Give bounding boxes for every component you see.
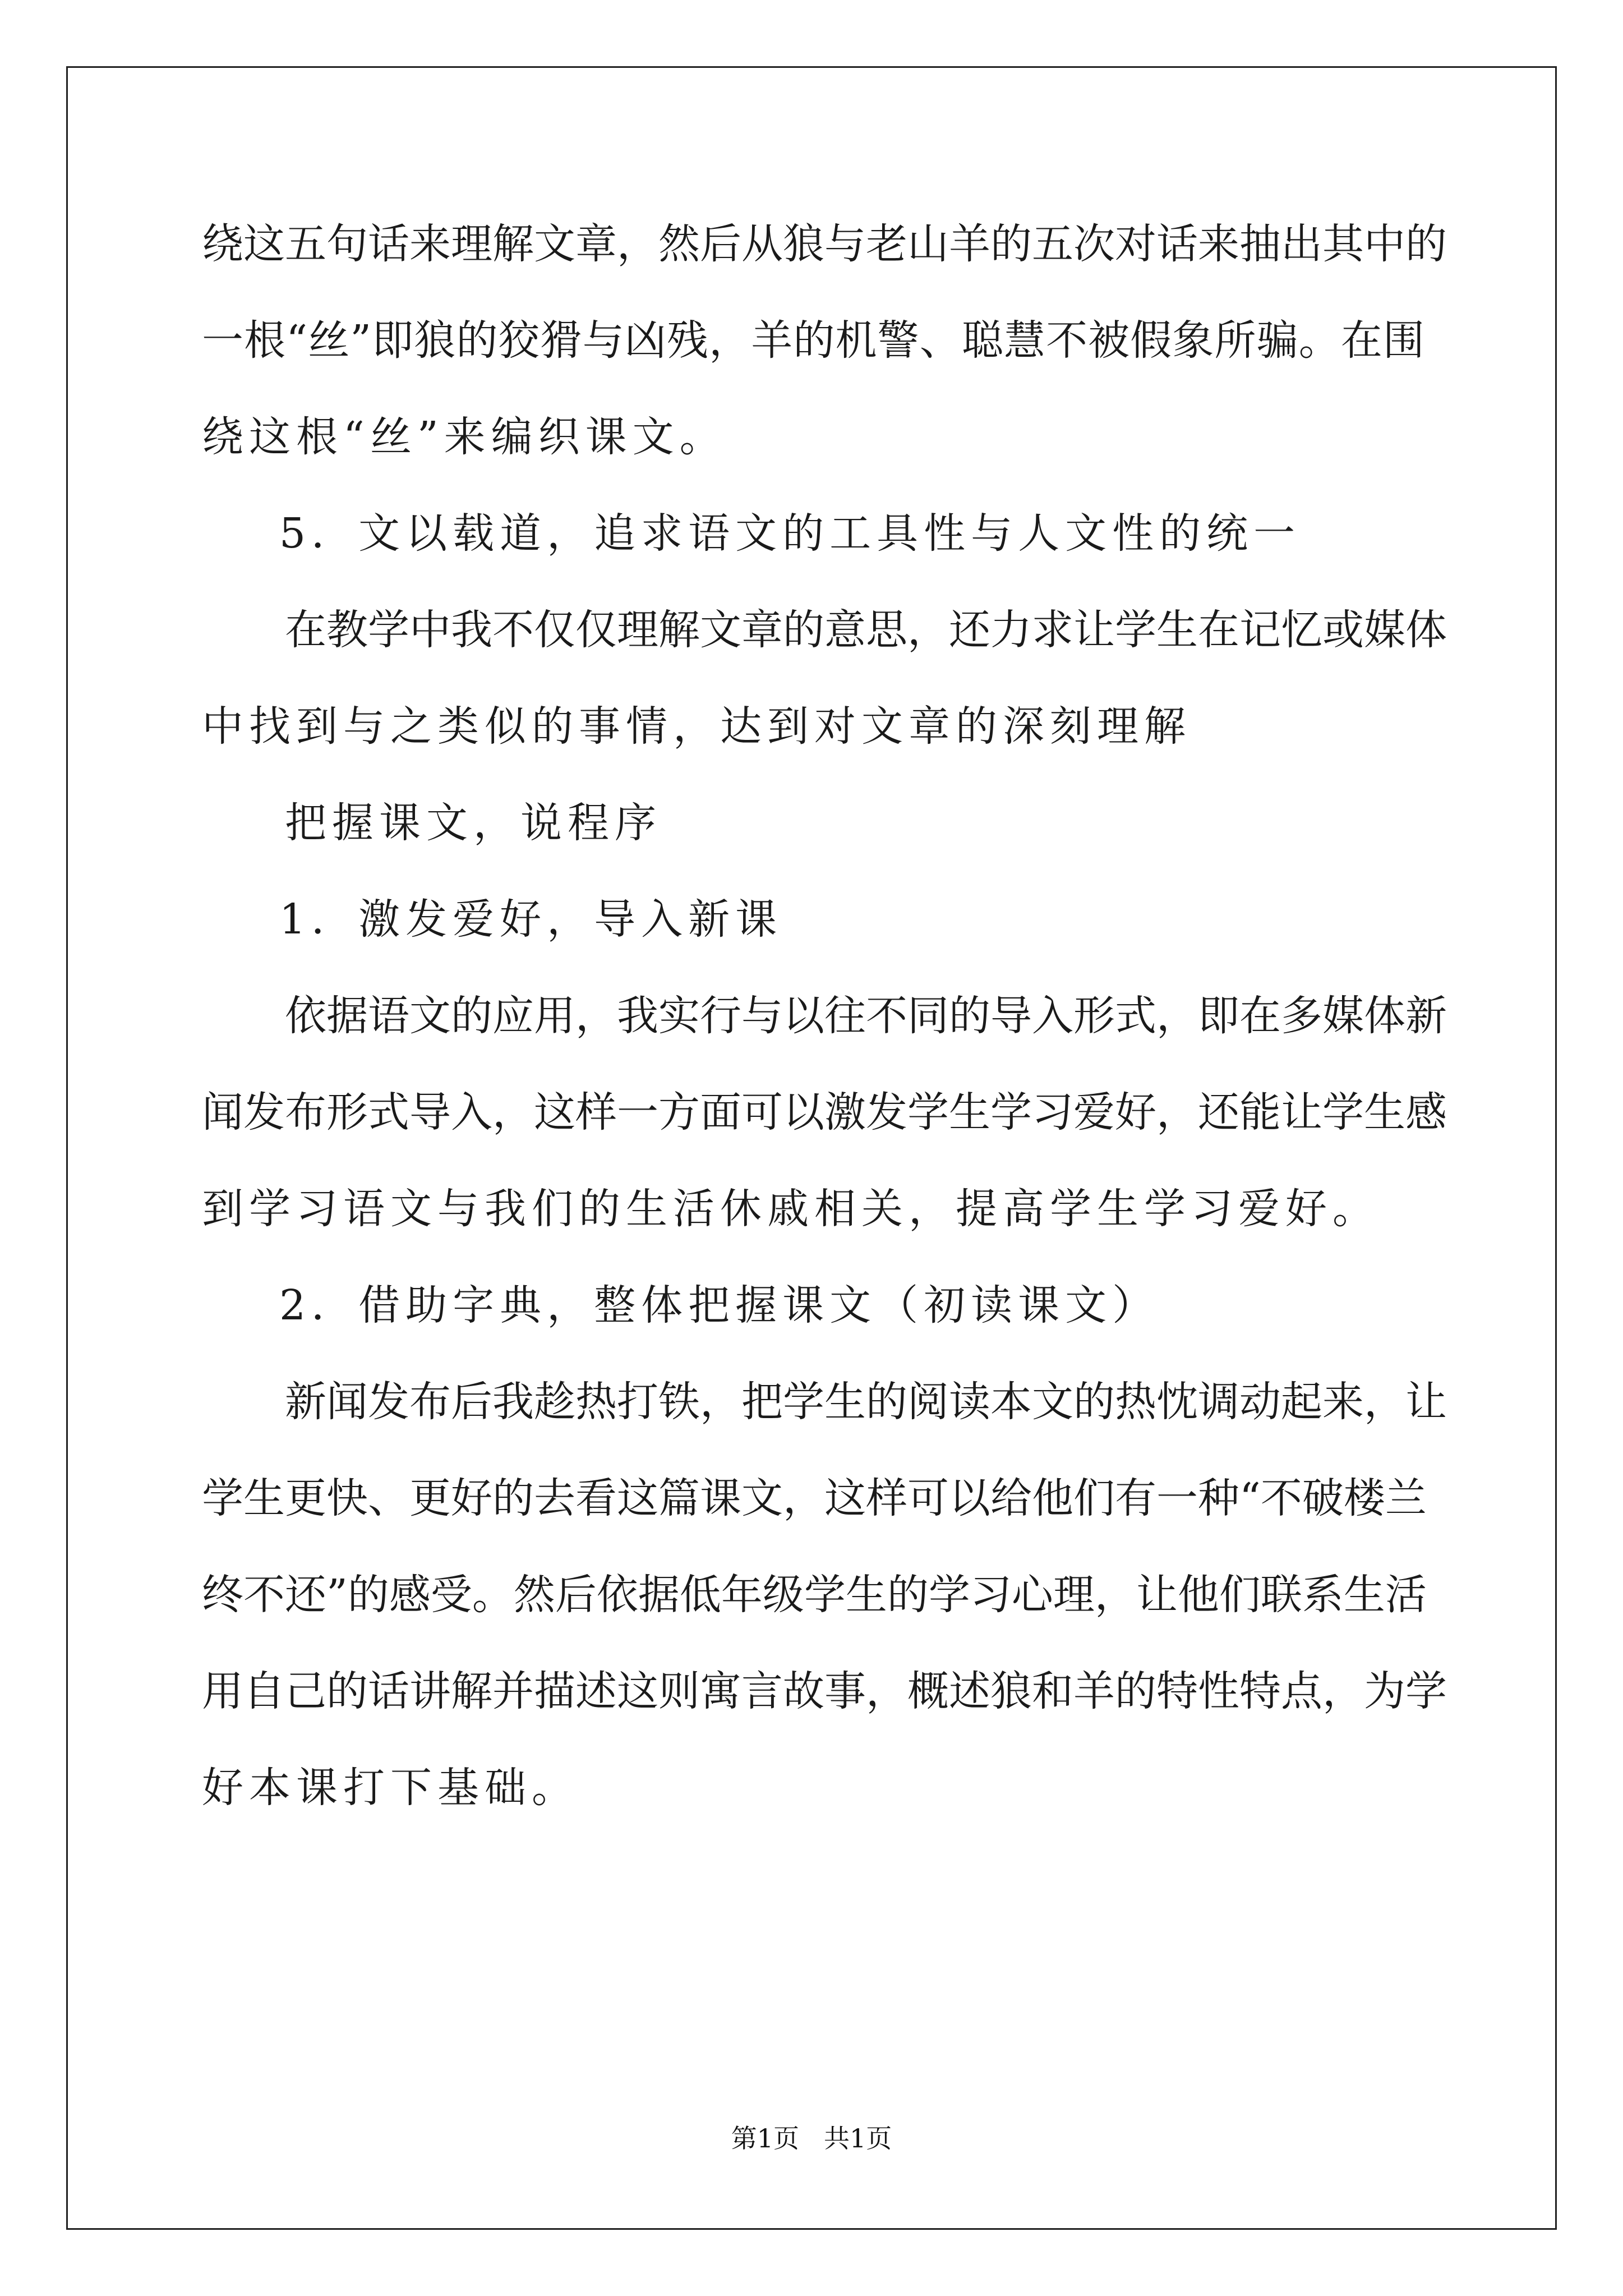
page-number: 第1页: [731, 2123, 800, 2154]
section-heading: 把握课文，说程序: [285, 799, 662, 847]
paragraph-line: 好本课打下基础。: [202, 1764, 579, 1812]
section-heading: 1．激发爱好，导入新课: [279, 895, 783, 944]
paragraph-line: 绕这五句话来理解文章，然后从狼与老山羊的五次对话来抽出其中的: [202, 220, 1447, 268]
paragraph-line: 在教学中我不仅仅理解文章的意思，还力求让学生在记忆或媒体: [285, 606, 1447, 654]
page-total: 共1页: [823, 2123, 892, 2154]
paragraph-line: 用自己的话讲解并描述这则寓言故事，概述狼和羊的特性特点，为学: [202, 1667, 1447, 1715]
paragraph-line: 到学习语文与我们的生活休戚相关，提高学生学习爱好。: [202, 1185, 1380, 1233]
paragraph-line: 学生更快、更好的去看这篇课文，这样可以给他们有一种“不破楼兰: [202, 1474, 1427, 1522]
paragraph-line: 一根“丝”即狼的狡猾与凶残，羊的机警、聪慧不被假象所骗。在围: [202, 316, 1424, 365]
paragraph-line: 终不还”的感受。然后依据低年级学生的学习心理，让他们联系生活: [202, 1571, 1427, 1619]
page-footer: [0, 2122, 1623, 2155]
paragraph-line: 依据语文的应用，我实行与以往不同的导入形式，即在多媒体新: [285, 992, 1447, 1040]
paragraph-line: 绕这根“丝”来编织课文。: [202, 413, 727, 461]
paragraph-line: 中找到与之类似的事情，达到对文章的深刻理解: [202, 702, 1191, 751]
section-heading: 5．文以载道，追求语文的工具性与人文性的统一: [279, 509, 1301, 558]
paragraph-line: 新闻发布后我趁热打铁，把学生的阅读本文的热忱调动起来，让: [285, 1378, 1447, 1426]
paragraph-line: 闻发布形式导入，这样一方面可以激发学生学习爱好，还能让学生感: [202, 1088, 1447, 1137]
page-border: [66, 66, 1557, 2230]
section-heading: 2．借助字典，整体把握课文（初读课文）: [279, 1281, 1160, 1329]
